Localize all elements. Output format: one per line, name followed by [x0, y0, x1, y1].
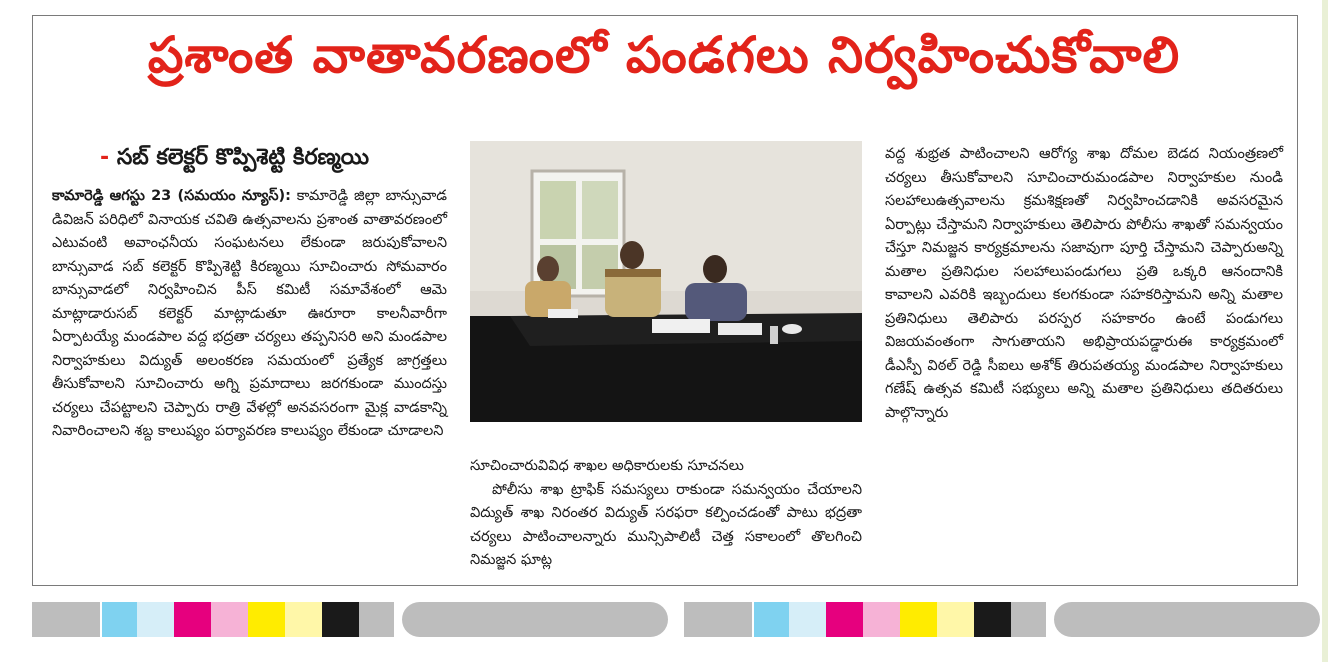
- registration-gray-swatch: [359, 602, 394, 637]
- registration-light-magenta-swatch: [211, 602, 248, 637]
- registration-gray-block: [684, 602, 752, 637]
- registration-yellow-swatch: [900, 602, 937, 637]
- registration-gray-pill: [402, 602, 668, 637]
- registration-gray-swatch: [1011, 602, 1046, 637]
- article-column-2: [470, 455, 862, 573]
- headline: ప్రశాంత వాతావరణంలో పండగలు నిర్వహించుకోవాలి: [147, 26, 1181, 84]
- dateline: కామారెడ్డి ఆగస్టు 23 (సమయం న్యూస్):: [52, 188, 291, 204]
- registration-light-magenta-swatch: [863, 602, 900, 637]
- article-column-1: [52, 185, 447, 444]
- column-2-body: పోలీసు శాఖ ట్రాఫిక్ సమస్యలు రాకుండా సమన్వయం చేయాలని విద్యుత్ శాఖ నిరంతర విద్యుత్ సరఫరా కల్పించడంతో పాటు భద్రతా చర్యలు పాటించాలన్నారు మున్సిపాలిటీ చెత్త సకాలంలో తొలగించి నిమజ్జన ఘాట్ల: [470, 481, 862, 568]
- registration-light-cyan-swatch: [789, 602, 826, 637]
- registration-magenta-swatch: [174, 602, 211, 637]
- article-column-3: [885, 143, 1283, 425]
- registration-black-swatch: [322, 602, 359, 637]
- registration-cyan-swatch: [102, 602, 137, 637]
- registration-gray-block: [32, 602, 100, 637]
- registration-magenta-swatch: [826, 602, 863, 637]
- registration-gray-pill: [1054, 602, 1320, 637]
- meeting-photo-illustration: [470, 141, 862, 422]
- byline-dash: -: [100, 145, 110, 170]
- registration-yellow-swatch: [248, 602, 285, 637]
- column-3-body: వద్ద శుభ్రత పాటించాలని ఆరోగ్య శాఖ దోమల బెడద నియంత్రణలో చర్యలు తీసుకోవాలని సూచించారుమండపాల నిర్వాహకుల నుండి సలహాలుఉత్సవాలను క్రమశిక్షణతో నిర్వహించడానికి అవసరమైన ఏర్పాట్లు చేస్తామని నిర్వాహకులు తెలిపారు పోలీసు శాఖతో సమన్వయం చేస్తూ నిమజ్జన కార్యక్రమాలను సజావుగా పూర్తి చేస్తామని చెప్పారుఅన్ని మతాల ప్రతినిధుల సలహాలుపండుగలు ప్రతి ఒక్కరి ఆనందానికి కావాలని ఎవరికి ఇబ్బందులు కలగకుండా సహకరిస్తామని అన్ని మతాల ప్రతినిధులు తెలిపారు పరస్పర సహకారం ఉంటే పండుగలు విజయవంతంగా సాగుతాయని అభిప్రాయపడ్డారుఈ కార్యక్రమంలో డీఎస్పీ విఠల్ రెడ్డి సీఐలు అశోక్ తిరుపతయ్య మండపాల నిర్వాహకులు గణేష్ ఉత్సవ కమిటీ సభ్యులు అన్ని మతాల ప్రతినిధులు తదితరులు పాల్గొన్నారు: [885, 146, 1283, 421]
- byline-text: సబ్ కలెక్టర్ కొప్పిశెట్టి కిరణ్మయి: [116, 145, 370, 170]
- registration-light-yellow-swatch: [937, 602, 974, 637]
- column-1-body: కామారెడ్డి జిల్లా బాన్సువాడ డివిజన్ పరిధిలో వినాయక చవితి ఉత్సవాలను ప్రశాంత వాతావరణంలో ఎటువంటి అవాంఛనీయ సంఘటనలు లేకుండా జరుపుకోవాలని బాన్సువాడ సబ్ కలెక్టర్ కొప్పిశెట్టి కిరణ్మయి సూచించారు సోమవారం బాన్సువాడలో నిర్వహించిన పీస్ కమిటీ సమావేశంలో ఆమె మాట్లాడారుసబ్ కలెక్టర్ మాట్లాడుతూ ఊరూరా కాలనీవారీగా ఏర్పాటయ్యే మండపాల వద్ద భద్రతా చర్యలు తప్పనిసరి అని మండపాల నిర్వాహకులు విద్యుత్ అలంకరణ సమయంలో ప్రత్యేక జాగ్రత్తలు తీసుకోవాలని సూచించారు అగ్ని ప్రమాదాలు జరగకుండా ముందస్తు చర్యలు చేపట్టాలని చెప్పారు రాత్రి వేళల్లో అనవసరంగా మైక్ల వాడకాన్ని నివారించాలని శబ్ద కాలుష్యం పర్యావరణ కాలుష్యం లేకుండా చూడాలని: [52, 188, 447, 439]
- meeting-photo: [470, 141, 862, 422]
- page-edge-strip: [1322, 0, 1328, 662]
- registration-black-swatch: [974, 602, 1011, 637]
- registration-light-cyan-swatch: [137, 602, 174, 637]
- registration-light-yellow-swatch: [285, 602, 322, 637]
- byline: [100, 145, 369, 175]
- registration-cyan-swatch: [754, 602, 789, 637]
- column-2-subheading: సూచించారువివిధ శాఖల అధికారులకు సూచనలు: [470, 458, 744, 474]
